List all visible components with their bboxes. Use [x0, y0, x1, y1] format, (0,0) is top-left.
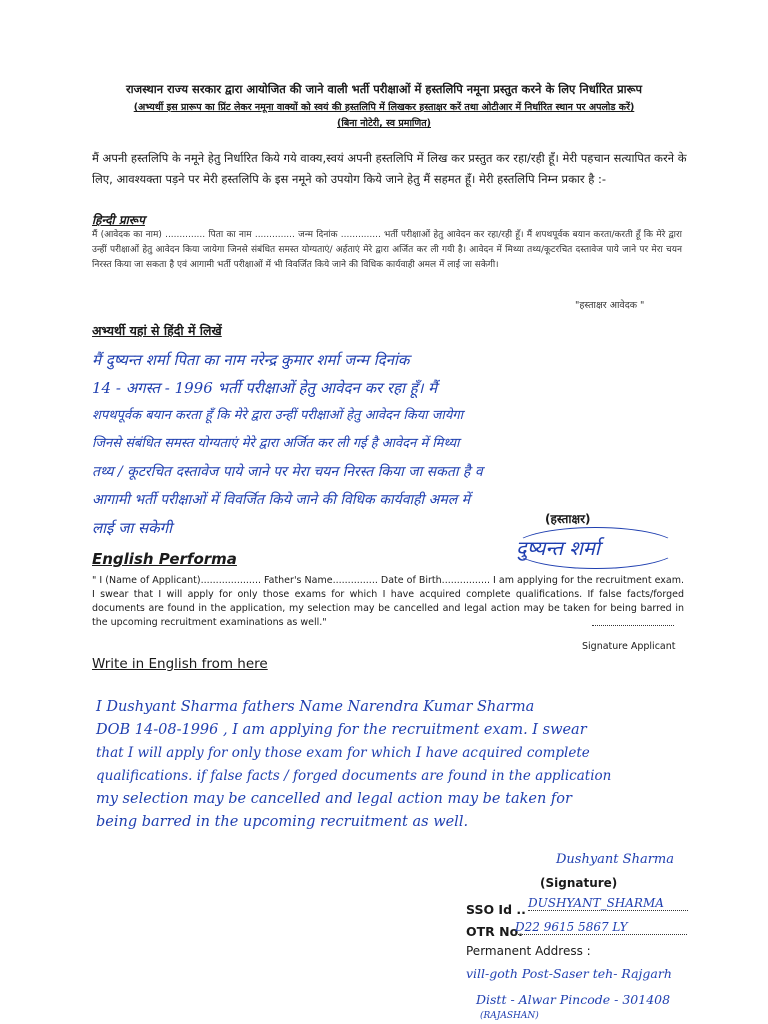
otr-no-value: D22 9615 5867 LY: [515, 920, 687, 935]
intro-text: मैं अपनी हस्तलिपि के नमूने हेतु निर्धारित किये गये वाक्य,स्वयं अपनी हस्तलिपि में लिख कर प्रस्तुत कर रहा/रही हूँ। मेरी पहचान सत्यापित करने के लिए, आवश्यक्ता पड़ने पर मेरी हस्तलिपि के इस नमूने को उपयोग किये जाने हेतु मैं सहमत हूँ। मेरी हस्तलिपि निम्न प्रकार है :-: [92, 151, 687, 186]
hindi-hw-line: आगामी भर्ती परीक्षाओं में विवर्जित किये जाने की विधिक कार्यवाही अमल में: [92, 492, 471, 508]
english-handwritten-text: [96, 696, 726, 834]
english-proforma-body: " I (Name of Applicant).................... Father's Name............... Date of Birth................ I am applying for the recruitment exam. I swear that I will apply for only those exams for which I have acquired complete qualifications. If false facts/forged documents are found in the application, my selection may be cancelled and legal action may be taken for being barred in the upcoming recruitment examinations as well.": [92, 575, 684, 628]
sso-id-value: DUSHYANT_SHARMA: [528, 896, 688, 911]
hindi-signature: दुष्यन्त शर्मा: [516, 536, 600, 560]
hindi-hw-line: 14 - अगस्त - 1996 भर्ती परीक्षाओं हेतु आवेदन कर रहा हूँ। मैं: [92, 379, 438, 397]
form-instruction: (अभ्यर्थी इस प्रारूप का प्रिंट लेकर नमूना वाक्यों को स्वयं की हस्तलिपि में लिखकर हस्ताक्षर करें तथा ओटीआर में निर्धारित स्थान पर अपलोड करें): [133, 102, 635, 113]
hindi-proforma-body: मैं (आवेदक का नाम) .............. पिता का नाम .............. जन्म दिनांक .............. भर्ती परीक्षाओं हेतु आवेदन कर रहा/रही हूँ। मैं शपथपूर्वक बयान करता/करती हूँ कि मेरे द्वारा उन्हीं परीक्षाओं हेतु आवेदन किया जायेगा जिनसे संबंधित समस्त योग्यताएं/ अर्हताएं मेरे द्वारा अर्जित कर ली गयी है। आवेदन में मिथ्या तथ्य/कूटरचित दस्तावेज पाये जाने पर मेरा चयन निरस्त किया जा सकता है एवं आगामी भर्ती परीक्षाओं में भी विवर्जित किये जाने की विधिक कार्यवाही अमल में लाई जा सकेगी।: [92, 230, 682, 270]
sso-id-label: SSO Id ..: [466, 902, 526, 917]
address-line: vill-goth Post-Saser teh- Rajgarh: [466, 966, 672, 981]
signature-line: [592, 625, 674, 626]
english-hw-line: I Dushyant Sharma fathers Name Narendra Kumar Sharma: [96, 699, 535, 715]
english-signature: Dushyant Sharma: [556, 852, 674, 867]
hindi-proforma-signature-label: "हस्ताक्षर आवेदक ": [575, 300, 645, 311]
form-note: (बिना नोटेरी, स्व प्रमाणित): [337, 118, 431, 129]
hindi-hw-line: शपथपूर्वक बयान करता हूँ कि मेरे द्वारा उन्हीं परीक्षाओं हेतु आवेदन किया जायेगा: [92, 408, 463, 423]
hindi-hw-line: तथ्य / कूटरचित दस्तावेज पाये जाने पर मेरा चयन निरस्त किया जा सकता है व: [92, 464, 483, 480]
english-hw-line: qualifications. if false facts / forged documents are found in the application: [96, 768, 612, 784]
otr-no-label: OTR No.: [466, 924, 523, 939]
hindi-hw-line: जिनसे संबंधित समस्त योग्यताएं मेरे द्वारा अर्जित कर ली गई है आवेदन में मिथ्या: [92, 436, 460, 451]
hindi-signature-label: (हस्ताक्षर): [545, 512, 591, 526]
hindi-hw-line: लाई जा सकेगी: [92, 519, 172, 537]
english-hw-line: my selection may be cancelled and legal action may be taken for: [96, 791, 572, 807]
address-line: (RAJASHAN): [480, 1011, 539, 1021]
hindi-proforma-title: हिन्दी प्रारूप: [92, 213, 145, 227]
english-section-heading: Write in English from here: [92, 656, 268, 672]
address-line: Distt - Alwar Pincode - 301408: [476, 992, 671, 1007]
english-hw-line: being barred in the upcoming recruitment as well.: [96, 814, 469, 830]
english-proforma-title: English Performa: [92, 550, 237, 568]
english-hw-line: that I will apply for only those exam for which I have acquired complete: [96, 745, 590, 761]
english-signature-label: (Signature): [540, 876, 618, 890]
hindi-section-heading: अभ्यर्थी यहां से हिंदी में लिखें: [92, 323, 222, 338]
form-title: राजस्थान राज्य सरकार द्वारा आयोजित की जाने वाली भर्ती परीक्षाओं में हस्तलिपि नमूना प्रस्तुत करने के लिए निर्धारित प्रारूप: [125, 82, 643, 96]
permanent-address-label: Permanent Address :: [466, 944, 591, 958]
hindi-handwritten-text: [92, 346, 712, 542]
english-proforma-signature-label: Signature Applicant: [582, 641, 676, 652]
english-hw-line: DOB 14-08-1996 , I am applying for the recruitment exam. I swear: [96, 722, 587, 738]
hindi-hw-line: मैं दुष्यन्त शर्मा पिता का नाम नरेन्द्र कुमार शर्मा जन्म दिनांक: [92, 351, 410, 369]
